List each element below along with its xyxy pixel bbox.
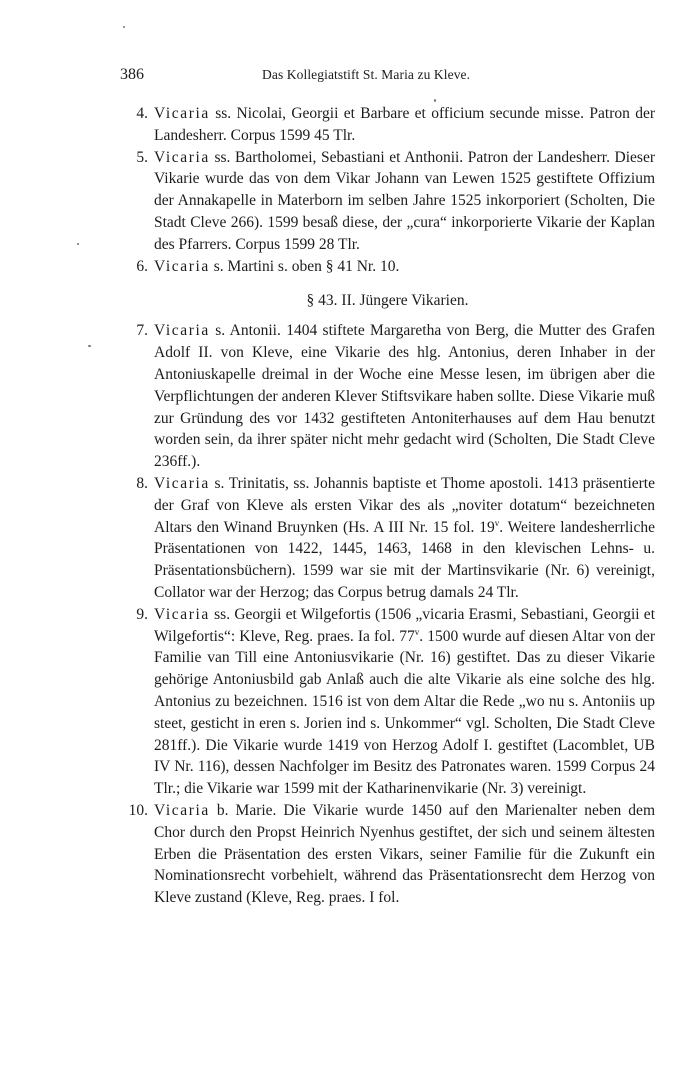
- entry-name: Vicaria: [154, 801, 210, 819]
- list-item-vicaria-10: [120, 800, 655, 909]
- entry-text: ss. Bartholomei, Sebastiani et Anthonii. Patron der Landesherr. Dieser Vikarie wurde das von dem Vikar Johann van Lewen 1525 gestiftete Offizium der Annakapelle in Materborn im selben Jahre 1525 inkorporiert (Scholten, Die Stadt Cleve 266). 1599 besaß diese, der „cura“ inkorporierte Vikarie der Kaplan des Pfarrers. Corpus 1599 28 Tlr.: [154, 148, 655, 253]
- entry-name: Vicaria: [154, 605, 210, 623]
- entry-name: Vicaria: [154, 322, 210, 340]
- scan-speck: [88, 345, 91, 347]
- entry-name: Vicaria: [154, 148, 210, 166]
- entry-text: s. Martini s. oben § 41 Nr. 10.: [213, 257, 400, 275]
- entry-text: b. Marie. Die Vikarie wurde 1450 auf den Marienalter neben dem Chor durch den Propst Heinrich Nyenhus gestiftet, der sich und seinem ältesten Erben die Präsentation des ersten Vikars, seiner Familie für die Zukunft ein Nominationsrecht vorbehielt, während das Präsentationsrecht dem Herzog von Kleve zustand (Kleve, Reg. praes. I fol.: [154, 801, 655, 907]
- entry-number: 4.: [136, 105, 148, 122]
- list-item-vicaria-6: [120, 256, 655, 278]
- section-heading: § 43. II. Jüngere Vikarien.: [306, 292, 469, 310]
- entry-text-continued: . Weitere landesherrliche Präsentationen von 1422, 1445, 1463, 1468 in den klevischen Lehns- u. Präsentationsbüchern). 1599 war sie mit der Martinsvikarie (Nr. 6) vereinigt, Collator war der Herzog; das Corpus betrug damals 24 Tlr.: [154, 518, 655, 601]
- entry-number: 7.: [136, 322, 148, 340]
- entry-number: 5.: [136, 148, 148, 166]
- list-item-vicaria-5: [120, 147, 655, 256]
- verso-superscript: v: [414, 626, 420, 637]
- list-item-vicaria-7: [120, 320, 655, 473]
- entry-number: 9.: [136, 605, 148, 623]
- scan-speck: [434, 99, 436, 102]
- list-item-vicaria-8: [120, 473, 655, 604]
- scan-speck: [77, 243, 79, 245]
- scan-speck: [123, 26, 125, 28]
- verso-superscript: v: [494, 517, 500, 528]
- list-item-vicaria-4: [120, 103, 655, 147]
- entry-text: s. Trinitatis, ss. Johannis baptiste et Thome apostoli. 1413 präsentierte der Graf von Kleve als ersten Vikar des als „noviter dotatum“ bezeichneten Altars den Winand Bruynken (Hs. A III Nr. 15 fol. 19: [154, 474, 655, 536]
- page-number: 386: [120, 66, 144, 83]
- entry-text: ss. Georgii et Wilgefortis (1506 „vicaria Erasmi, Sebastiani, Georgii et Wilgefortis“: Kleve, Reg. praes. Ia fol. 77: [154, 605, 655, 645]
- list-item-vicaria-9: [120, 604, 655, 800]
- entry-text: s. Antonii. 1404 stiftete Margaretha von Berg, die Mutter des Grafen Adolf II. von Kleve, eine Vikarie des hlg. Antonius, deren Inhaber in der Antoniuskapelle dreimal in der Woche eine Messe lesen, im übrigen aber die Verpflichtungen der anderen Klever Stiftsvikare haben sollte. Diese Vikarie muß zur Gründung des vor 1432 gestifteten Antoniterhauses auf dem Hau benutzt worden sein, da ihrer später nicht mehr gedacht wird (Scholten, Die Stadt Cleve 236ff.).: [154, 322, 656, 471]
- entry-name: Vicaria: [154, 105, 210, 122]
- entry-number: 8.: [136, 474, 148, 492]
- running-head: [120, 66, 655, 88]
- body-text: [120, 103, 655, 909]
- entry-number: 10.: [128, 801, 148, 819]
- entry-name: Vicaria: [154, 257, 210, 275]
- entry-text-continued: . 1500 wurde auf diesen Altar von der Familie van Till eine Antoniusvikarie (Nr. 16) gestiftet. Das zu dieser Vikarie gehörige Antoniusbild gab Anlaß auch die alte Vikarie als eine solche des hlg. Antonius zu bezeichnen. 1516 ist von dem Altar die Rede „wo nu s. Antoniis up steet, gesticht in eren s. Jorien ind s. Unkommer“ vgl. Scholten, Die Stadt Cleve 281ff.). Die Vikarie wurde 1419 von Herzog Adolf I. gestiftet (Lacomblet, UB IV Nr. 116), dessen Nachfolger im Besitz des Patronates waren. 1599 Corpus 24 Tlr.; die Vikarie war 1599 mit der Katharinenvikarie (Nr. 3) vereinigt.: [154, 627, 655, 798]
- running-title: Das Kollegiatstift St. Maria zu Kleve.: [262, 67, 471, 82]
- entry-name: Vicaria: [154, 474, 210, 492]
- entry-number: 6.: [136, 257, 148, 275]
- entry-text: ss. Nicolai, Georgii et Barbare et officium secunde misse. Patron der Landesherr. Corpus 1599 45 Tlr.: [154, 105, 655, 144]
